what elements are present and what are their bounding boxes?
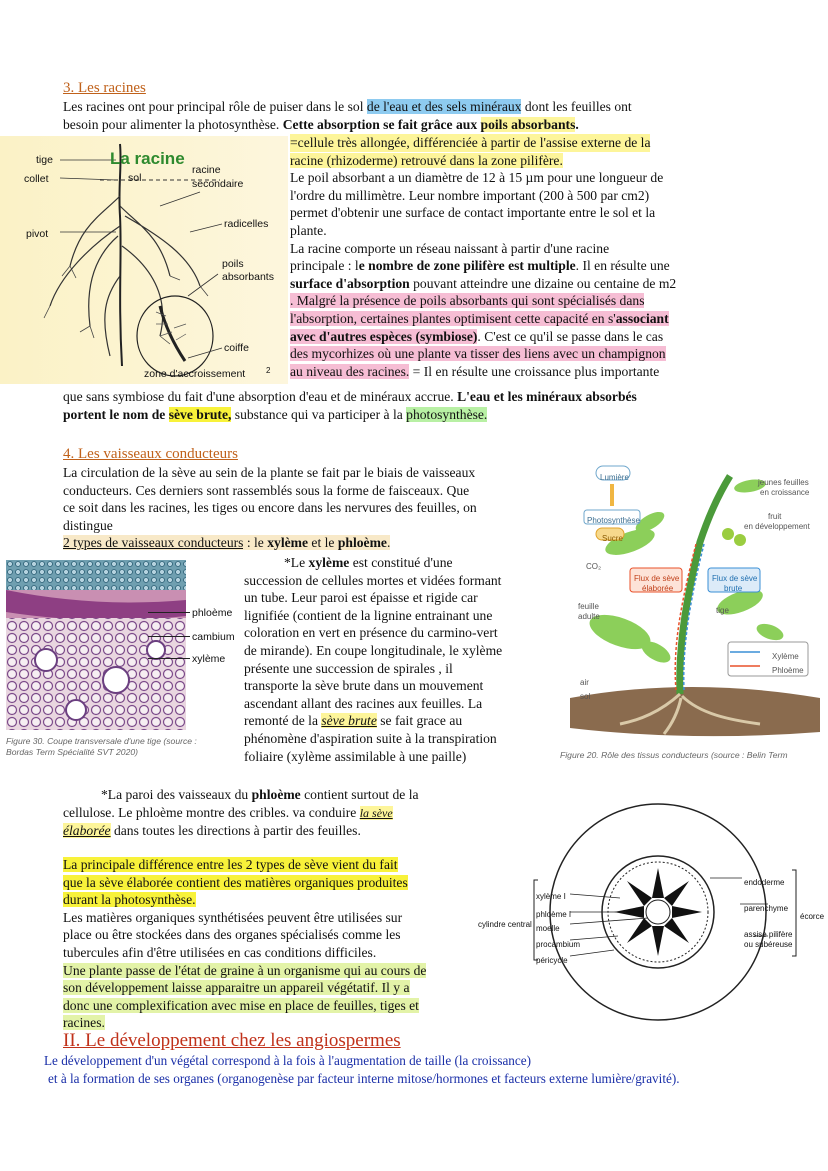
section-II-line-1: Le développement d'un végétal correspond à la fois à l'augmentation de taille (la croissance) (44, 1053, 532, 1068)
plant-caption: Figure 20. Rôle des tissus conducteurs (source : Belin Term (560, 750, 788, 760)
label-xyleme: xylème (192, 653, 226, 665)
plant-drawing (560, 462, 822, 742)
label-pericycle: péricycle (536, 956, 568, 965)
label-zone: zone d'accroissement (144, 368, 246, 380)
figure-number: 2 (266, 366, 271, 375)
label-parenchyme: parenchyme (744, 904, 789, 913)
label-air: air (580, 678, 589, 687)
micro-leader-2 (148, 636, 190, 637)
label-collet: collet (24, 173, 49, 185)
label-sol: sol (128, 172, 142, 184)
label-cylindre: cylindre central (478, 920, 532, 929)
label-procambium: procambium (536, 940, 581, 949)
label-ecorce: écorce (800, 912, 825, 921)
label-sucre: Sucre (602, 534, 623, 543)
label-phloeme-I: phloème I (536, 910, 572, 919)
label-assise-2: ou subéreuse (744, 940, 793, 949)
label-jeunes-2: en croissance (760, 488, 810, 497)
difference-paragraph: La principale différence entre les 2 types de sève vient du fait que la sève élaborée contient des matières organiques produites durant la photosynthèse. Les matières organiques synthétisées peuvent être utilisées sur place ou être stockées dans des organes spécialisés comme les tubercules afin d'être utilisées en cas conditions difficiles. Une plante passe de l'état de graine à un organisme qui au cours de son développement laisse apparaitre un appareil végétatif. Il y a donc une complexification avec mise en place de feuilles, tiges et racines. (63, 857, 427, 1031)
section-3-right-text: =cellule très allongée, différenciée à partir de l'assise externe de la racine (rhizoderme) retrouvé dans la zone pilifère. Le poil absorbant a un diamètre de 12 à 15 µm pour une longueur de l'ordre du millimètre. Leur nombre important (200 à 500 par cm2) permet d'obtenir une surface de contact importante entre le sol et la plante. La racine comporte un réseau naissant à partir d'une racine principale : le nombre de zone pilifère est multiple. Il en résulte une surface d'absorption pouvant atteindre une dizaine ou centaine de m2 . Malgré la présence de poils absorbants qui sont spécialisés dans l'absorption, certaines plantes optimisent cette capacité en s'associant avec d'autres espèces (symbiose). C'est ce qu'il se passe dans le cas des mycorhizes où une plante va tisser des liens avec un champignon au niveau des racines. = Il en résulte une croissance plus importante (290, 135, 677, 379)
section-II-title: II. Le développement chez les angiospermes (63, 1030, 401, 1051)
label-racine: racine (192, 164, 221, 176)
label-xyleme-legend: Xylème (772, 652, 799, 661)
label-absorbants: absorbants (222, 271, 274, 283)
label-feuille-2: adulte (578, 612, 600, 621)
label-flux-elab-2: élaborée (642, 584, 674, 593)
section-3-conclusion: que sans symbiose du fait d'une absorption d'eau et de minéraux accrue. L'eau et les minéraux absorbés portent le nom de sève brute, substance qui va participer à la photosynthèse. (63, 389, 637, 422)
label-cambium: cambium (192, 631, 235, 643)
label-fruit-2: en développement (744, 522, 810, 531)
label-poils: poils (222, 258, 244, 270)
section-4-title: 4. Les vaisseaux conducteurs (63, 446, 238, 462)
label-endoderme: endoderme (744, 878, 785, 887)
label-radicelles: radicelles (224, 218, 269, 230)
micro-leader-1 (148, 612, 190, 613)
label-lumiere: Lumière (600, 473, 629, 482)
label-phloeme: phloème (192, 607, 233, 619)
label-moelle: moelle (536, 924, 560, 933)
label-sol-plant: sol (580, 692, 591, 701)
label-jeunes-1: jeunes feuilles (758, 478, 809, 487)
plant-figure (560, 462, 822, 742)
xyleme-paragraph: *Le xylème est constitué d'une succession de cellules mortes et vidées formant un tube. Leur paroi est épaisse et rigide car lignifiée (contient de la lignine entrainant une coloration en vert en présence du carmino-vert de mirande). En coupe longitudinale, le xylème présente une succession de spirales , il transporte la sève brute dans un mouvement ascendant allant des racines aux feuilles. La remonté de la sève brute se fait grace au phénomène d'aspiration suite à la transpiration foliaire (xylème assimilable à une paille) (244, 555, 503, 764)
section-II-line-2: et à la formation de ses organes (organogenèse par facteur interne mitose/hormones et facteurs externe lumière/gravité). (48, 1071, 680, 1086)
label-pivot: pivot (26, 228, 49, 240)
label-fruit-1: fruit (768, 512, 782, 521)
label-tige-plant: tige (716, 606, 729, 615)
section-4-intro: La circulation de la sève au sein de la plante se fait par le biais de vaisseaux conducteurs. Ces derniers sont rassemblés sous la forme de faisceaux. Que ce soit dans les racines, les tiges ou encore dans les nervures des feuilles, on distingue 2 types de vaisseaux conducteurs : le xylème et le phloème. (63, 465, 477, 551)
root-figure (0, 136, 288, 384)
label-feuille-1: feuille (578, 602, 599, 611)
label-racine-secondaire: secondaire (192, 178, 244, 190)
micro-leader-3 (148, 658, 190, 659)
root-figure-title: La racine (110, 149, 185, 168)
label-flux-brute-1: Flux de sève (712, 574, 758, 583)
section-3-title: 3. Les racines (63, 80, 146, 96)
section-3-intro: Les racines ont pour principal rôle de puiser dans le sol de l'eau et des sels minéraux dont les feuilles ont besoin pour alimenter la photosynthèse. Cette absorption se fait grâce aux poils absorbants. (63, 99, 632, 132)
label-xyleme-I: xylème I (536, 892, 566, 901)
stem-micrograph (6, 560, 186, 730)
label-photosynthese: Photosynthèse (587, 516, 640, 525)
label-co2: CO₂ (586, 562, 602, 571)
phloeme-paragraph: *La paroi des vaisseaux du phloème contient surtout de la cellulose. Le phloème montre des cribles. va conduire la sève élaborée dans toutes les directions à partir des feuilles. (63, 787, 419, 839)
label-tige: tige (36, 154, 53, 166)
label-flux-brute-2: brute (724, 584, 743, 593)
micro-caption: Figure 30. Coupe transversale d'une tige (source : Bordas Term Spécialité SVT 2020) (6, 736, 197, 757)
label-assise-1: assise pilifère (744, 930, 793, 939)
label-coiffe: coiffe (224, 342, 249, 354)
label-flux-elab-1: Flux de sève (634, 574, 680, 583)
cross-section-figure (478, 800, 824, 1030)
label-phloeme-legend: Phloème (772, 666, 804, 675)
micrograph-drawing (6, 560, 186, 730)
